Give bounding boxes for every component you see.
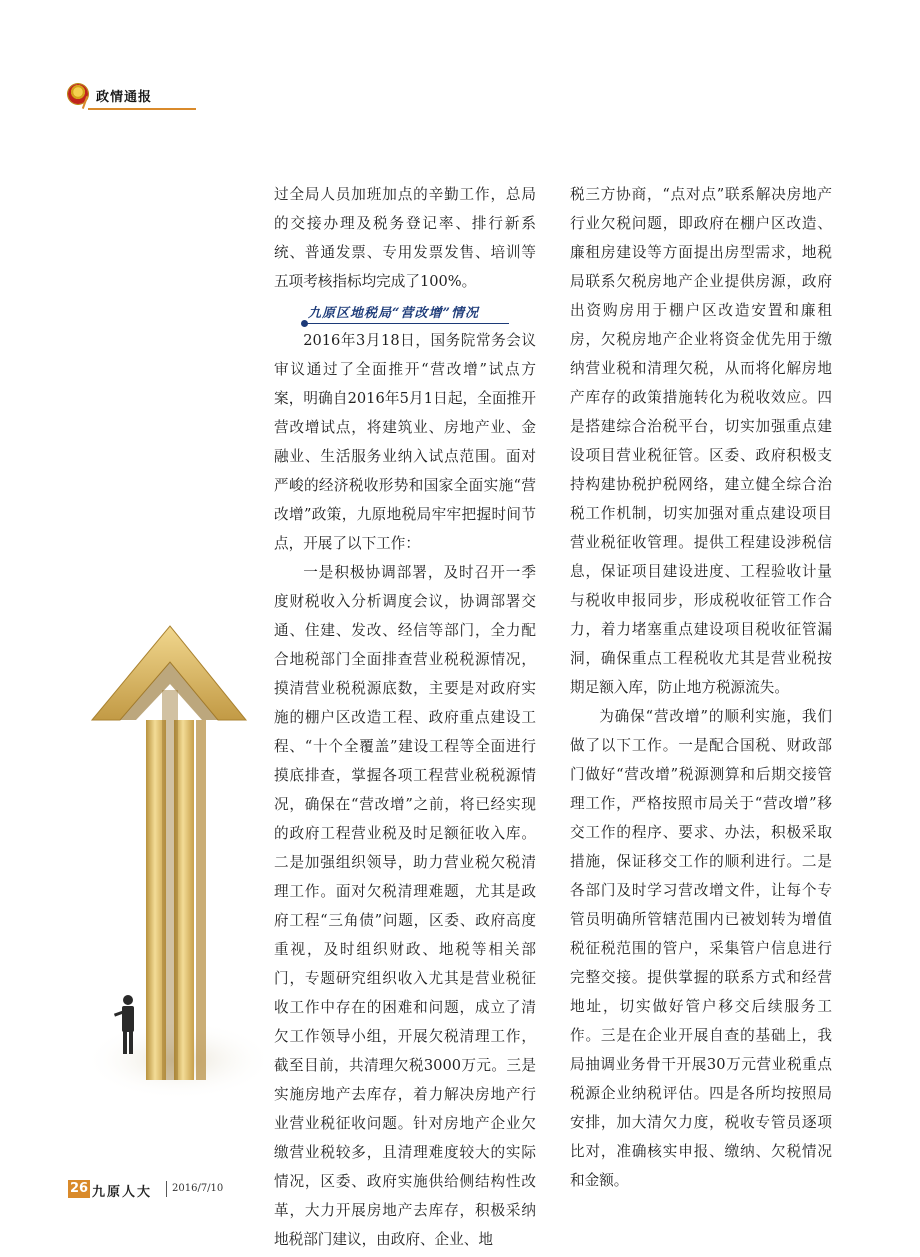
paragraph: 为确保“营改增”的顺利实施，我们做了以下工作。一是配合国税、财政部门做好“营改增”税源测算和后期交接管理工作，严格按照市局关于“营改增”移交工作的程序、要求、办法，积极采取措施，保证移交工作的顺利进行。二是各部门及时学习营改增文件，让每个专管员明确所管辖范围内已被划转为增值税征税范围的管户，采集管户信息进行完整交接。提供掌握的联系方式和经营地址，切实做好管户移交后续服务工作。三是在企业开展自查的基础上，我局抽调业务骨干开展30万元营业税重点税源企业纳税评估。四是各所均按照局安排，加大清欠力度，税收专管员逐项比对，准确核实申报、缴纳、欠税情况和金额。 (570, 708, 832, 1189)
issue-date: 2016/7/10 (172, 1183, 224, 1194)
subheading-text: 九原区地税局“营改增”情况 (308, 306, 479, 321)
left-text-column (274, 180, 536, 1254)
paragraph: 一是积极协调部署，及时召开一季度财税收入分析调度会议，协调部署交通、住建、发改、经信等部门，全力配合地税部门全面排查营业税税源情况，摸清营业税税源底数，主要是对政府实施的棚户区改造工程、政府重点建设工程、“十个全覆盖”建设工程等全面进行摸底排查，掌握各项工程营业税税源情况，确保在“营改增”之前，将已经实现的政府工程营业税及时足额征收入库。二是加强组织领导，助力营业税欠税清理工作。面对欠税清理难题，尤其是政府工程“三角债”问题，区委、政府高度重视，及时组织财政、地税等相关部门，专题研究组织收入尤其是营业税征收工作中存在的困难和问题，成立了清欠工作领导小组，开展欠税清理工作，截至目前，共清理欠税3000万元。三是实施房地产去库存，着力解决房地产行业营业税征收问题。针对房地产企业欠缴营业税较多，且清理难度较大的实际情况，区委、政府实施供给侧结构性改革，大力开展房地产去库存，积极采纳地税部门建议，由政府、企业、地 (274, 564, 536, 1248)
paragraph: 2016年3月18日，国务院常务会议审议通过了全面推开“营改增”试点方案，明确自2016年5月1日起，全面推开营改增试点，将建筑业、房地产业、金融业、生活服务业纳入试点范围。面对严峻的经济税收形势和国家全面实施“营改增”政策，九原地税局牢牢把握时间节点，开展了以下工作： (274, 332, 536, 552)
section-title: 政情通报 (96, 90, 153, 105)
paragraph: 税三方协商，“点对点”联系解决房地产行业欠税问题，即政府在棚户区改造、廉租房建设等方面提出房型需求，地税局联系欠税房地产企业提供房源，政府出资购房用于棚户区改造安置和廉租房，欠税房地产企业将资金优先用于缴纳营业税和清理欠税，从而将化解房地产库存的政策措施转化为税收效应。四是搭建综合治税平台，切实加强重点建设项目营业税征管。区委、政府积极支持构建协税护税网络，建立健全综合治税工作机制，切实加强对重点建设项目营业税征收管理。提供工程建设涉税信息，保证项目建设进度、工程验收计量与税收申报同步，形成税收征管工作合力，着力堵塞重点建设项目税收征管漏洞，确保重点工程税收尤其是营业税按期足额入库，防止地方税源流失。 (570, 186, 832, 696)
header-rule (88, 108, 196, 110)
subheading-rule (304, 323, 509, 324)
magazine-name: 九原人大 (92, 1185, 153, 1200)
golden-arrow-icon (92, 626, 246, 1080)
golden-arrow-illustration (84, 620, 264, 1100)
footer-divider (166, 1181, 167, 1197)
right-text-column (570, 180, 832, 1195)
section-subheading (274, 297, 536, 326)
page-number: 26 (70, 1181, 89, 1196)
paragraph: 过全局人员加班加点的辛勤工作，总局的交接办理及税务登记率、排行新系统、普通发票、专用发票发售、培训等五项考核指标均完成了100%。 (274, 186, 536, 290)
